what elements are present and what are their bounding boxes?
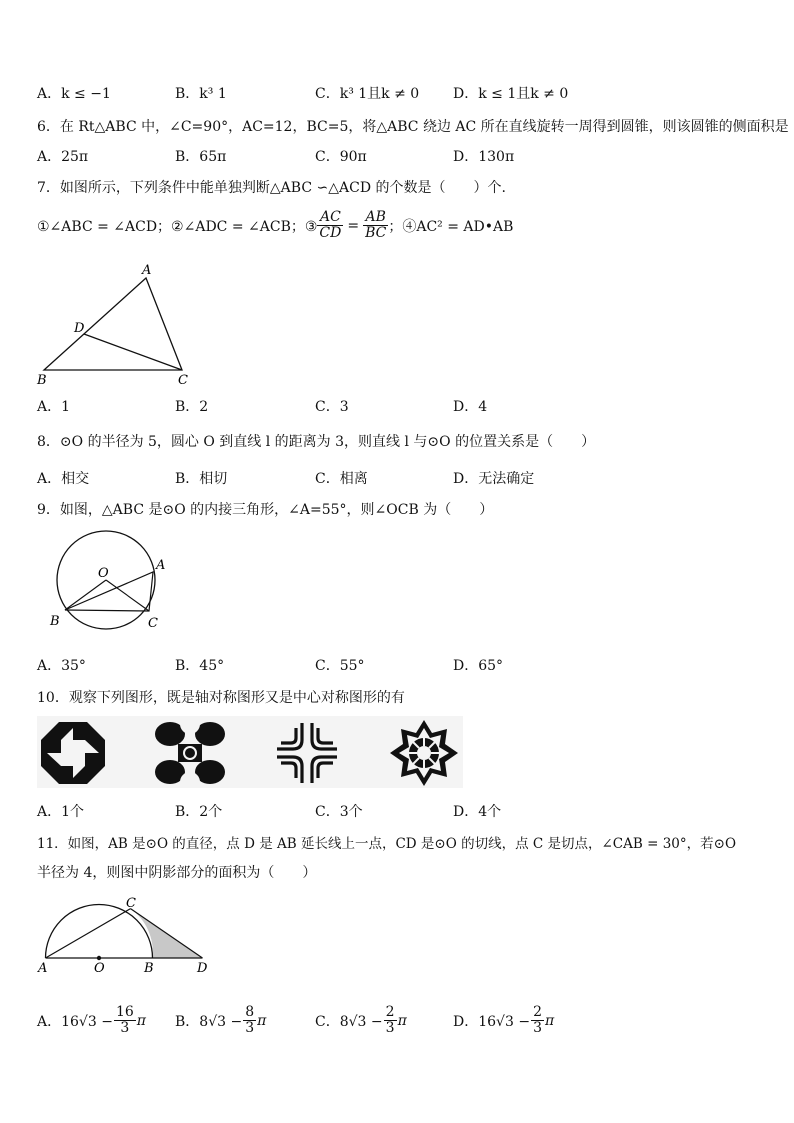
- q11-option-d[interactable]: [453, 1005, 554, 1037]
- q10-option-b[interactable]: B．2个: [175, 804, 223, 820]
- q10-figure-1-icon: [39, 720, 107, 786]
- q10-figure-3-icon: [275, 720, 339, 786]
- q11-option-b[interactable]: [175, 1005, 266, 1037]
- q7-option-a[interactable]: A．1: [37, 399, 71, 415]
- q11-label-b: B: [144, 961, 154, 976]
- q10-figure-4-icon: [389, 719, 459, 787]
- q8-option-d[interactable]: D．无法确定: [453, 471, 535, 487]
- q9-triangle: [65, 572, 153, 611]
- q9-option-b[interactable]: B．45°: [175, 658, 225, 674]
- q9-label-b: B: [50, 614, 60, 629]
- q7-option-b[interactable]: B．2: [175, 399, 209, 415]
- q6-option-d[interactable]: D．130π: [453, 149, 515, 165]
- q11-option-c-fraction: [384, 1005, 397, 1037]
- q6-option-b[interactable]: B．65π: [175, 149, 227, 165]
- q10-option-a[interactable]: A．1个: [37, 804, 85, 820]
- q6-option-a[interactable]: A．25π: [37, 149, 89, 165]
- q7-option-c[interactable]: C．3: [315, 399, 349, 415]
- q9-label-c: C: [148, 616, 158, 631]
- q11-label-o: O: [94, 961, 105, 976]
- q7-stem: 7．如图所示，下列条件中能单独判断△ABC ∽△ACD 的个数是（ ）个.: [37, 180, 506, 196]
- q7-label-c: C: [178, 373, 188, 388]
- q11-option-c-pi: π: [397, 1012, 407, 1029]
- q11-option-a-pi: π: [136, 1012, 146, 1029]
- q11-option-b-denominator: 3: [245, 1020, 255, 1037]
- q7-frac2-denominator: BC: [365, 225, 387, 242]
- q9-option-c[interactable]: C．55°: [315, 658, 365, 674]
- q9-stem: 9．如图，△ABC 是⊙O 的内接三角形，∠A=55°，则∠OCB 为（ ）: [37, 502, 494, 518]
- q7-triangle-abc: [44, 278, 182, 370]
- q11-option-b-fraction: [243, 1005, 256, 1037]
- q7-triangle-figure: [34, 262, 194, 390]
- q7-frac2-numerator: AB: [363, 210, 388, 226]
- q11-option-d-numerator: 2: [533, 1004, 542, 1020]
- q11-option-b-prefix: B．8√3 −: [175, 1013, 243, 1030]
- q11-label-c: C: [126, 896, 136, 911]
- q11-stem-line2: 半径为 4，则图中阴影部分的面积为（ ）: [37, 865, 317, 881]
- q5-option-b[interactable]: B．k³ 1: [175, 86, 227, 102]
- q9-option-d[interactable]: D．65°: [453, 658, 504, 674]
- q5-option-d[interactable]: D．k ≤ 1且k ≠ 0: [453, 86, 569, 102]
- q11-option-a-fraction: [114, 1005, 136, 1037]
- q9-label-o: O: [98, 566, 109, 581]
- q11-option-d-pi: π: [544, 1012, 555, 1029]
- q6-stem: 6．在 Rt△ABC 中，∠C=90°，AC=12，BC=5，将△ABC 绕边 AC 所在直线旋转一周得到圆锥，则该圆锥的侧面积是: [37, 119, 789, 135]
- q7-conditions-part2: ；④AC² = AD•AB: [388, 218, 514, 235]
- q8-option-a[interactable]: A．相交: [37, 471, 90, 487]
- q11-option-a[interactable]: [37, 1005, 146, 1037]
- q11-center-dot: [97, 956, 101, 960]
- q11-option-c-numerator: 2: [385, 1004, 395, 1020]
- q7-fraction-ac-cd: [317, 210, 343, 242]
- q11-stem-line1: 11．如图，AB 是⊙O 的直径，点 D 是 AB 延长线上一点，CD 是⊙O 的切线，点 C 是切点，∠CAB = 30°，若⊙O: [37, 836, 737, 852]
- q11-option-c[interactable]: [315, 1005, 407, 1037]
- q9-option-a[interactable]: A．35°: [37, 658, 86, 674]
- q11-option-c-prefix: C．8√3 −: [315, 1013, 383, 1030]
- q11-option-d-prefix: D．16√3 −: [453, 1013, 531, 1030]
- q10-option-c[interactable]: C．3个: [315, 804, 363, 820]
- q11-label-d: D: [197, 961, 208, 976]
- q11-option-b-pi: π: [257, 1012, 267, 1029]
- q7-label-b: B: [37, 373, 47, 388]
- q11-option-a-prefix: A．16√3 −: [37, 1013, 113, 1030]
- q11-option-a-denominator: 3: [120, 1020, 130, 1037]
- q7-option-d[interactable]: D．4: [453, 399, 488, 415]
- q8-stem: 8．⊙O 的半径为 5，圆心 O 到直线 l 的距离为 3，则直线 l 与⊙O 的位置关系是（ ）: [37, 434, 596, 450]
- q11-option-c-denominator: 3: [385, 1020, 395, 1037]
- q11-option-b-numerator: 8: [245, 1004, 255, 1020]
- q7-label-d: D: [74, 321, 85, 336]
- q11-option-d-fraction: [531, 1005, 544, 1037]
- q5-option-a[interactable]: A．k ≤ −1: [37, 86, 111, 102]
- q7-conditions: [37, 210, 513, 242]
- q11-chord-ac: [46, 909, 131, 958]
- q10-figures-strip: [37, 716, 463, 788]
- q7-fraction-ab-bc: [363, 210, 388, 242]
- q8-option-b[interactable]: B．相切: [175, 471, 228, 487]
- q11-semicircle-figure: [34, 896, 214, 976]
- q11-option-a-numerator: 16: [115, 1004, 134, 1020]
- q7-equals: =: [347, 217, 360, 234]
- q11-label-a: A: [38, 961, 48, 976]
- q8-option-c[interactable]: C．相离: [315, 471, 368, 487]
- q10-stem: 10．观察下列图形，既是轴对称图形又是中心对称图形的有: [37, 690, 405, 706]
- q5-option-c[interactable]: C．k³ 1且k ≠ 0: [315, 86, 420, 102]
- q7-frac1-denominator: CD: [319, 225, 342, 242]
- q9-circle-figure: [40, 530, 180, 635]
- q10-option-d[interactable]: D．4个: [453, 804, 502, 820]
- q10-figure-2-icon: [154, 720, 226, 786]
- q7-label-a: A: [142, 263, 152, 278]
- q11-option-d-denominator: 3: [533, 1020, 542, 1037]
- q9-label-a: A: [156, 558, 166, 573]
- q9-radius-oc: [106, 580, 149, 611]
- q6-option-c[interactable]: C．90π: [315, 149, 367, 165]
- q7-frac1-numerator: AC: [317, 210, 343, 226]
- q7-segment-cd: [84, 334, 182, 370]
- q7-conditions-part1: ①∠ABC = ∠ACD；②∠ADC = ∠ACB；③: [37, 218, 318, 235]
